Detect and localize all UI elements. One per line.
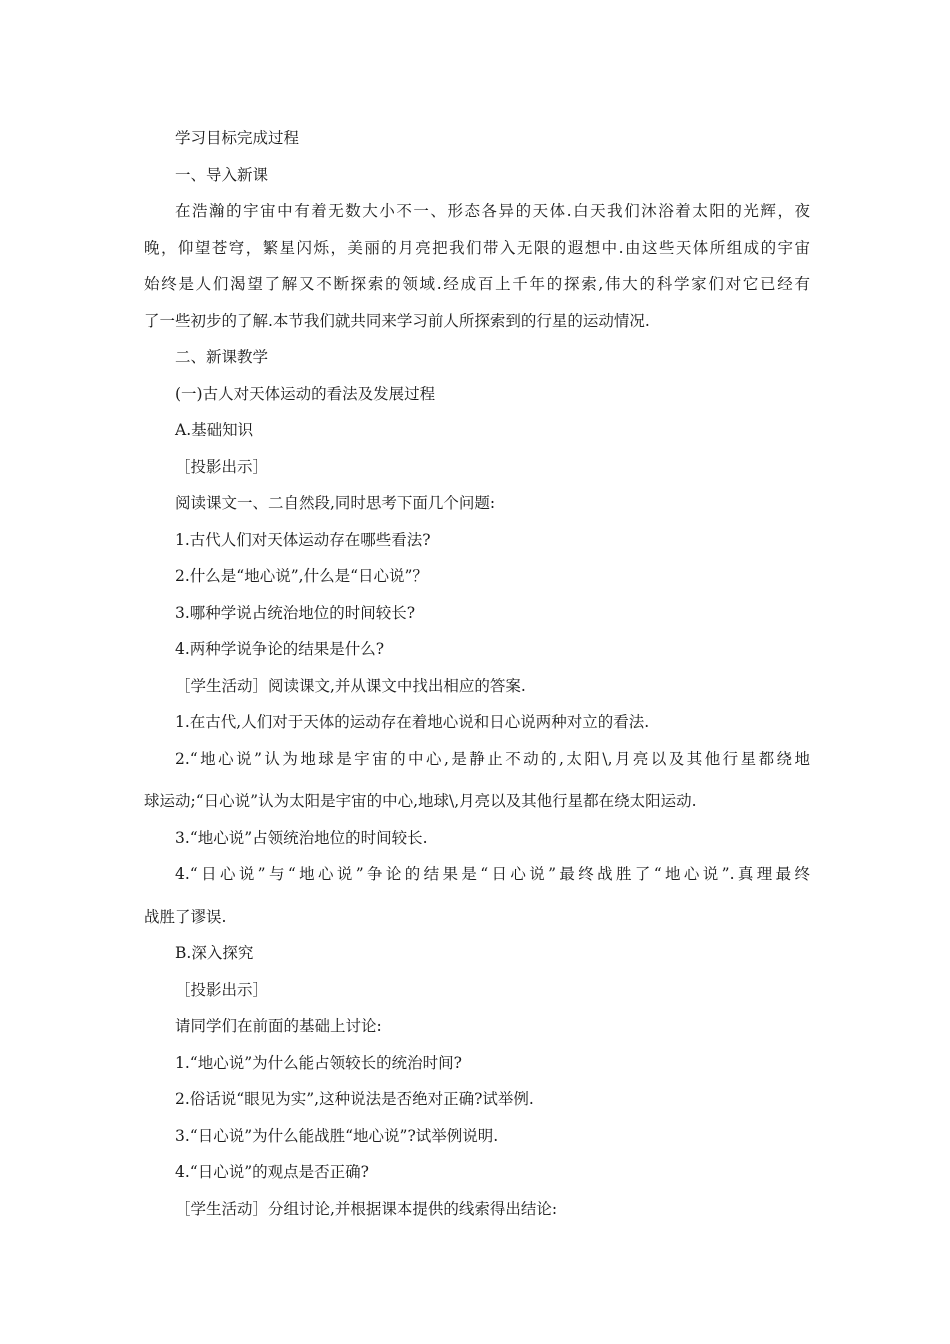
answer-item: 1.在古代,人们对于天体的运动存在着地心说和日心说两种对立的看法.	[175, 713, 650, 731]
question-item: 3.“日心说”为什么能战胜“地心说”?试举例说明.	[175, 1126, 499, 1145]
projection-label: ［投影出示］	[175, 980, 269, 999]
answer-item-continuation: 球运动;“日心说”认为太阳是宇宙的中心,地球\,月亮以及其他行星都在绕太阳运动.	[144, 792, 697, 810]
answer-item-continuation: 战胜了谬误.	[144, 907, 227, 926]
paragraph-line: 阅读课文一、二自然段,同时思考下面几个问题:	[175, 494, 496, 512]
question-item: 4.两种学说争论的结果是什么?	[175, 640, 385, 658]
student-activity-label: ［学生活动］分组讨论,并根据课本提供的线索得出结论:	[175, 1199, 558, 1218]
answer-item: 4.“日心说”与“地心说”争论的结果是“日心说”最终战胜了“地心说”.真理最终	[175, 865, 810, 883]
question-item: 1.古代人们对天体运动存在哪些看法?	[175, 530, 431, 549]
question-item: 2.俗话说“眼见为实”,这种说法是否绝对正确?试举例.	[175, 1090, 534, 1108]
subsection-heading: A.基础知识	[175, 421, 254, 439]
section-heading: 一、导入新课	[175, 165, 269, 184]
question-item: 4.“日心说”的观点是否正确?	[175, 1163, 369, 1181]
paragraph-line: 晚，仰望苍穹，繁星闪烁，美丽的月亮把我们带入无限的遐想中.由这些天体所组成的宇宙	[144, 238, 810, 257]
subsection-heading: (一)古人对天体运动的看法及发展过程	[175, 384, 436, 403]
projection-label: ［投影出示］	[175, 457, 269, 476]
subsection-heading: B.深入探究	[175, 944, 254, 962]
document-body	[144, 120, 810, 1227]
paragraph-line: 始终是人们渴望了解又不断探索的领域.经成百上千年的探索,伟大的科学家们对它已经有	[144, 275, 810, 293]
question-item: 2.什么是“地心说”,什么是“日心说”？	[175, 567, 428, 585]
section-heading: 学习目标完成过程	[175, 129, 300, 147]
paragraph-line: 了一些初步的了解.本节我们就共同来学习前人所探索到的行星的运动情况.	[144, 311, 650, 330]
answer-item: 3.“地心说”占领统治地位的时间较长.	[175, 828, 428, 847]
student-activity-label: ［学生活动］阅读课文,并从课文中找出相应的答案.	[175, 676, 526, 695]
paragraph-line: 在浩瀚的宇宙中有着无数大小不一、形态各异的天体.白天我们沐浴着太阳的光辉，夜	[175, 202, 810, 220]
question-item: 1.“地心说”为什么能占领较长的统治时间?	[175, 1053, 462, 1072]
question-item: 3.哪种学说占统治地位的时间较长?	[175, 603, 416, 622]
section-heading: 二、新课教学	[175, 348, 269, 366]
paragraph-line: 请同学们在前面的基础上讨论:	[175, 1017, 382, 1035]
answer-item: 2.“地心说”认为地球是宇宙的中心,是静止不动的,太阳\,月亮以及其他行星都绕地	[175, 749, 810, 768]
